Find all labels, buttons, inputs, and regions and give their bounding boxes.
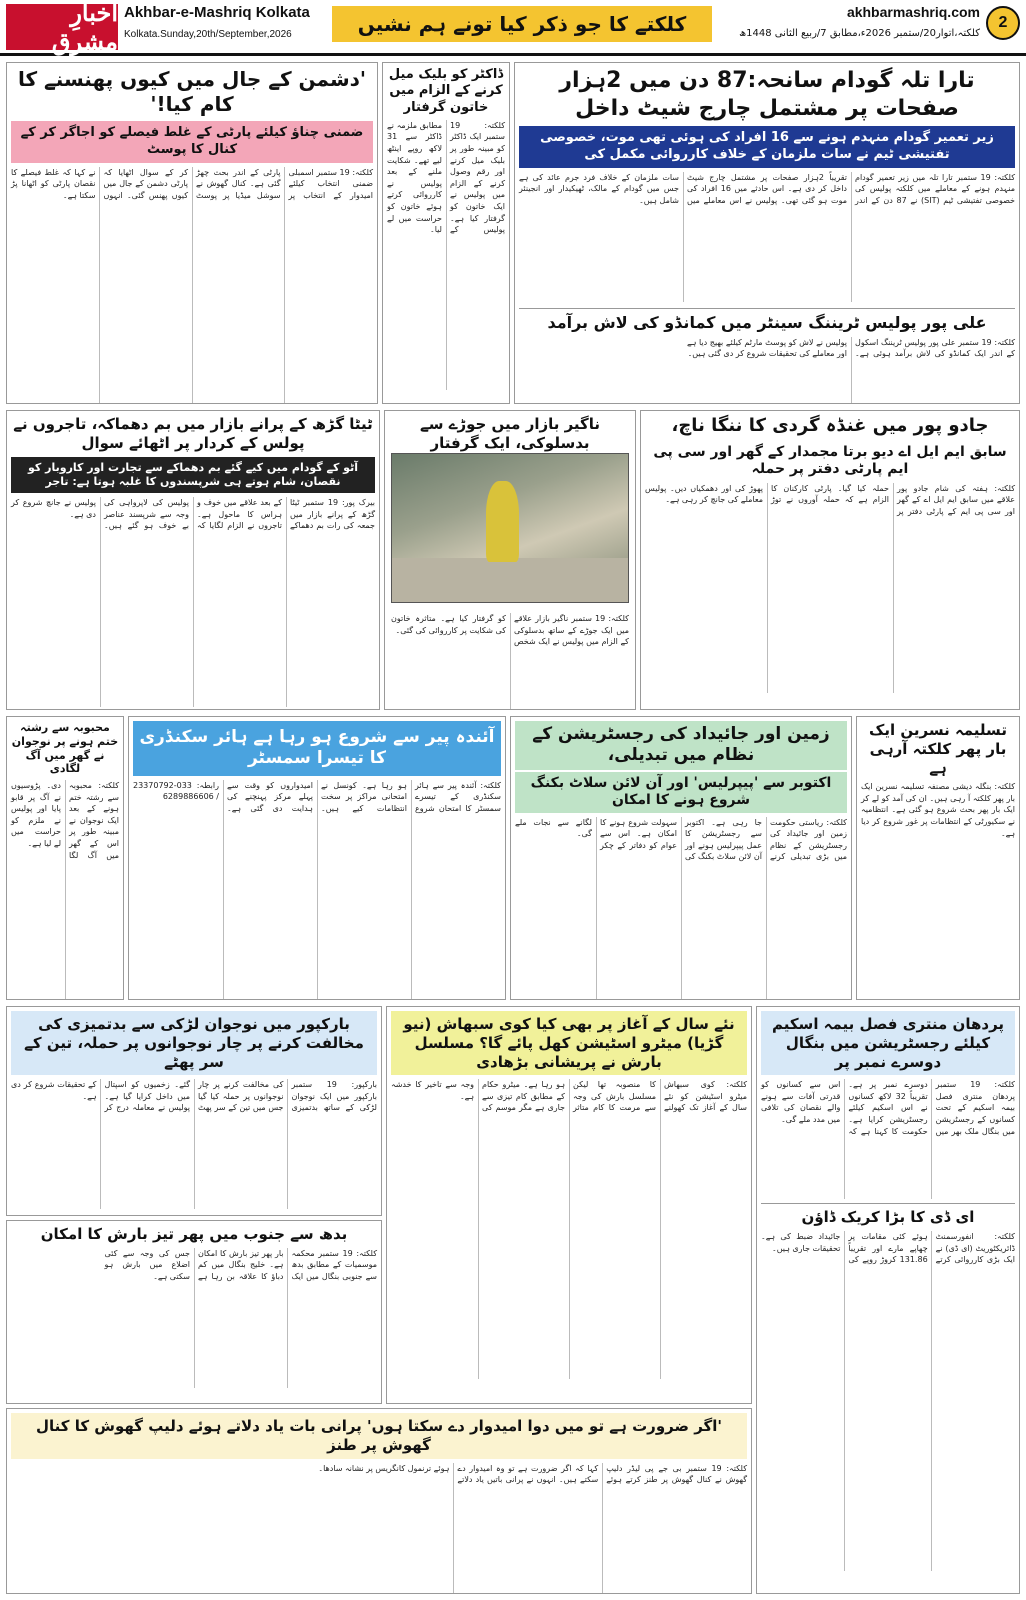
article-body: کلکتہ: محبوبہ سے رشتہ ختم ہونے کے بعد ایک نوجوان نے مبینہ طور پر اس کے گھر میں آگ لگا دی۔ پڑوسیوں نے آگ پر قابو پایا اور پولیس نے ملزم کو حراست میں لے لیا ہے۔ [11,781,119,860]
article-barrackpore [6,1006,382,1216]
article-headline: آئندہ پیر سے شروع ہو رہا ہے ہائر سکنڈری کا تیسرا سمسٹر [133,721,501,776]
article-headline-ali-pur: علی پور پولیس ٹریننگ سینٹر میں کمانڈو کی لاش برآمد [519,308,1015,333]
article-body: کلکتہ: آئندہ پیر سے ہائر سکنڈری کے تیسرے سمسٹر کا امتحان شروع ہو رہا ہے۔ کونسل نے امتحانی مراکز پر سخت انتظامات کیے ہیں۔ امیدواروں کو وقت سے پہلے مرکز پہنچنے کی ہدایت دی گئی ہے۔ رابطہ: 033-23370792 / 6289886606 [133,780,501,813]
article-subheadline: ضمنی چناؤ کیلئے پارٹی کے غلط فیصلے کو اجاگر کر کے کنال کا پوسٹ [11,121,373,163]
masthead-info-en [124,4,324,40]
article-body: کلکتہ: 19 ستمبر بی جے پی لیڈر دلیپ گھوش نے کنال گھوش پر طنز کرتے ہوئے کہا کہ اگر ضرورت ہے تو وہ امیدوار دے سکتے ہیں۔ انہوں نے پرانی باتیں یاد دلاتے ہوئے ترنمول کانگریس پر نشانہ سادھا۔ [318,1463,748,1485]
website-url[interactable]: akhbarmashriq.com [846,4,980,20]
news-photo [391,453,629,603]
article-headline: 'اگر ضرورت ہے تو میں دوا امیدوار دے سکتا ہوں' پرانی بات یاد دلاتے ہوئے دلیپ گھوش کا کنال گھوش پر طنز [11,1413,747,1459]
article-headline: ناگیر بازار میں جوڑے سے بدسلوکی، ایک گرفتار [419,415,601,452]
article-headline-ed: ای ڈی کا بڑا کریک ڈاؤن [761,1203,1015,1227]
article-body: کلکتہ: 19 ستمبر پردھان منتری فصل بیمہ اسکیم کے تحت کسانوں کے رجسٹریشن میں بنگال ملک بھر میں دوسرے نمبر پر ہے۔ تقریباً 32 لاکھ کسانوں نے اس اسکیم کیلئے رجسٹریشن کرایا ہے۔ حکومت کا کہنا ہے کہ اس سے کسانوں کو قدرتی آفات سے ہونے والے نقصان کی تلافی میں مدد ملے گی۔ [761,1080,1015,1136]
article-subheadline: آٹو کے گودام میں کیے گئے بم دھماکے سے تجارت اور کاروبار کو نقصان، شام ہوتے ہی شرپسندوں کا غلبہ ہوتا ہے: تاجر [11,457,375,494]
article-jadavpur [640,410,1020,710]
article-body: کلکتہ: 19 ستمبر تارا تلہ میں زیر تعمیر گودام منہدم ہونے کے معاملے میں کلکتہ پولیس کی خصوصی تفتیشی ٹیم (SIT) نے 87 دن کے اندر تقریباً 2ہزار صفحات پر مشتمل چارج شیٹ داخل کر دی ہے۔ اس حادثے میں 16 افراد کی موت ہو گئی تھی۔ پولیس نے اس معاملے میں سات ملزمان کے خلاف فرد جرم عائد کی ہے جس میں گودام کے مالک، ٹھیکیدار اور انجینئر شامل ہیں۔ [519,172,1015,205]
article-body: کلکتہ: ہفتہ کی شام جادو پور علاقے میں سابق ایم ایل اے کے گھر اور سی پی ایم کے پارٹی دفتر پر حملہ کیا گیا۔ پارٹی کارکنان کا الزام ہے کہ حملہ آوروں نے توڑ پھوڑ کی اور دھمکیاں دیں۔ پولیس معاملے کی جانچ کر رہی ہے۔ [645,483,1015,516]
article-body: کلکتہ: 19 ستمبر ایک ڈاکٹر کو مبینہ طور پر بلیک میل کرنے اور رقم وصول کرنے کے الزام میں پولیس نے ایک خاتون کو گرفتار کیا ہے۔ پولیس کے مطابق ملزمہ نے ڈاکٹر سے 31 لاکھ روپے اینٹھ لیے تھے۔ شکایت ملنے کے بعد پولیس نے کارروائی کرتے ہوئے خاتون کو حراست میں لے لیا۔ [387,120,505,235]
article-metro [386,1006,752,1404]
article-titagarh [6,410,380,710]
article-body: کلکتہ: کوی سبھاش میٹرو اسٹیشن کو نئے سال کے آغاز تک کھولنے کا منصوبہ تھا لیکن مسلسل بارش کی وجہ سے مرمت کا کام متاثر ہو رہا ہے۔ میٹرو حکام کے مطابق کام تیزی سے جاری ہے مگر موسم کی وجہ سے تاخیر کا خدشہ ہے۔ [391,1080,747,1113]
article-body-ed: کلکتہ: انفورسمنٹ ڈائریکٹوریٹ (ای ڈی) نے ایک بڑی کارروائی کرتے ہوئے کئی مقامات پر چھاپے مارے اور تقریباً 131.86 کروڑ روپے کی جائیداد ضبط کی ہے۔ تحقیقات جاری ہیں۔ [761,1232,1015,1265]
article-budh [6,1220,382,1404]
article-body: کلکتہ: 19 ستمبر اسمبلی ضمنی انتخاب کیلئے امیدوار کے انتخاب پر پارٹی کے اندر بحث چھڑ گئی ہے۔ کنال گھوش نے سوشل میڈیا پر پوسٹ کر کے سوال اٹھایا کہ پارٹی دشمن کے جال میں کیوں پھنس گئی۔ انہوں نے کہا کہ غلط فیصلے کا نقصان پارٹی کو اٹھانا پڑ سکتا ہے۔ [11,167,374,200]
newspaper-logo: اخبارِ مشرق [6,4,118,50]
edition-date-ur: کلکتہ،اتوار20/ستمبر 2026ء،مطابق 7/ربیع الثانی 1448ھ [739,28,980,39]
article-zameen [510,716,852,1000]
article-taslima [856,716,1020,1000]
article-body: بارکپور: 19 ستمبر بارکپور میں ایک نوجوان لڑکی کے ساتھ بدتمیزی کی مخالفت کرنے پر چار نوجوانوں پر حملہ کیا گیا جس میں تین کے سر پھٹ گئے۔ زخمیوں کو اسپتال میں داخل کرایا گیا ہے۔ پولیس نے معاملہ درج کر کے تحقیقات شروع کر دی ہے۔ [11,1080,377,1113]
article-headline: جادو پور میں غنڈہ گردی کا ننگا ناچ، [671,415,989,436]
article-subheadline: زیر تعمیر گودام منہدم ہونے سے 16 افراد کی ہوئی تھی موت، خصوصی تفتیشی ٹیم نے سات ملزمان کے خلاف کارروائی مکمل کی [519,126,1015,168]
article-headline: بدھ سے جنوب میں پھر تیز بارش کا امکان [40,1225,348,1243]
article-headline: بارکپور میں نوجوان لڑکی سے بدتمیزی کی مخالفت کرنے پر چار نوجوانوں پر حملہ، تین کے سر پھٹے [11,1011,377,1075]
article-headline: تسلیمہ نسرین ایک بار پھر کلکتہ آرہی ہے [869,721,1007,777]
article-subheadline: اکتوبر سے 'پیپرلیس' اور آن لائن سلاٹ بکنگ شروع ہونے کا امکان [515,772,847,813]
article-headline: زمین اور جائیداد کی رجسٹریشن کے نظام میں تبدیلی، [515,721,847,770]
edition-date-en: Kolkata.Sunday,20th/September,2026 [124,29,292,40]
article-body: کلکتہ: ریاستی حکومت زمین اور جائیداد کی رجسٹریشن کے نظام میں بڑی تبدیلی کرنے جا رہی ہے۔ اکتوبر سے رجسٹریشن کا عمل پیپرلیس ہونے اور آن لائن سلاٹ بکنگ کی سہولت شروع ہونے کا امکان ہے۔ اس سے عوام کو دفاتر کے چکر لگانے سے نجات ملے گی۔ [515,817,847,862]
article-nagerbazar [384,410,636,710]
article-body-ali-pur: کلکتہ: 19 ستمبر علی پور پولیس ٹریننگ اسکول کے اندر ایک کمانڈو کی لاش برآمد ہوئی ہے۔ پولیس نے لاش کو پوسٹ مارٹم کیلئے بھیج دیا ہے اور معاملے کی تحقیقات شروع کر دی گئی ہیں۔ [687,337,1015,359]
article-headline: ٹیٹا گڑھ کے پرانے بازار میں بم دھماکہ، تاجروں نے پولس کے کردار پر اٹھائے سوال [13,415,373,452]
article-doctor [382,62,510,404]
article-higher-secondary [128,716,506,1000]
article-mehbooba [6,716,124,1000]
photo-ground [392,558,628,602]
page-number-badge: 2 [986,6,1020,40]
article-dushman [6,62,378,404]
newspaper-title-en: Akhbar-e-Mashriq Kolkata [124,4,310,21]
article-headline: پردھان منتری فصل بیمہ اسکیم کیلئے رجسٹریشن میں بنگال دوسرے نمبر پر [761,1011,1015,1075]
article-headline: تارا تلہ گودام سانحہ:87 دن میں 2ہزار صفحات پر مشتمل چارج شیٹ داخل [559,68,975,121]
article-body: بیرک پور: 19 ستمبر ٹیٹا گڑھ کے پرانے بازار میں جمعہ کی رات بم دھماکے کے بعد علاقے میں خوف و ہراس کا ماحول ہے۔ تاجروں نے الزام لگایا کہ پولیس کی لاپرواہی کی وجہ سے شرپسند عناصر بے خوف ہو گئے ہیں۔ پولیس نے جانچ شروع کر دی ہے۔ [11,498,375,531]
masthead-banner: کلکتے کا جو ذکر کیا تونے ہم نشیں [332,6,712,42]
article-dilip [6,1408,752,1594]
masthead-info-ur [720,4,980,39]
photo-person [486,481,519,562]
article-body: کلکتہ: 19 ستمبر محکمہ موسمیات کے مطابق بدھ سے جنوبی بنگال میں ایک بار پھر تیز بارش کا امکان ہے۔ خلیج بنگال میں کم دباؤ کا علاقہ بن رہا ہے جس کی وجہ سے کئی اضلاع میں بارش ہو سکتی ہے۔ [104,1248,378,1281]
article-headline: ڈاکٹر کو بلیک میل کرنے کے الزام میں خاتون گرفتار [388,67,504,115]
article-pradhan-mantri [756,1006,1020,1594]
article-subheadline: سابق ایم ایل اے دیو برتا مجمدار کے گھر اور سی پی ایم پارٹی دفتر پر حملہ [653,443,1007,477]
article-tarataala [514,62,1020,404]
article-headline: نئے سال کے آغاز پر بھی کیا کوی سبھاش (نیو گڑیا) میٹرو اسٹیشن کھل پائے گا؟ مسلسل بارش نے پریشانی بڑھادی [391,1011,747,1075]
article-headline: محبوبہ سے رشتہ ختم ہونے پر نوجوان نے گھر میں آگ لگادی [11,721,119,776]
article-headline: 'دشمن کے جال میں کیوں پھنسنے کا کام کیا!' [17,67,367,116]
article-body: کلکتہ: بنگلہ دیشی مصنفہ تسلیمہ نسرین ایک بار پھر کلکتہ آ رہی ہیں۔ ان کی آمد کو لے کر ایک بار پھر بحث شروع ہو گئی ہے۔ انتظامیہ نے سکیورٹی کے انتظامات پر غور شروع کر دیا ہے۔ [861,782,1015,838]
masthead [0,0,1026,56]
article-body: کلکتہ: 19 ستمبر ناگیر بازار علاقے میں ایک جوڑے کے ساتھ بدسلوکی کے الزام میں پولیس نے ایک شخص کو گرفتار کیا ہے۔ متاثرہ خاتون کی شکایت پر کارروائی کی گئی۔ [391,614,629,647]
